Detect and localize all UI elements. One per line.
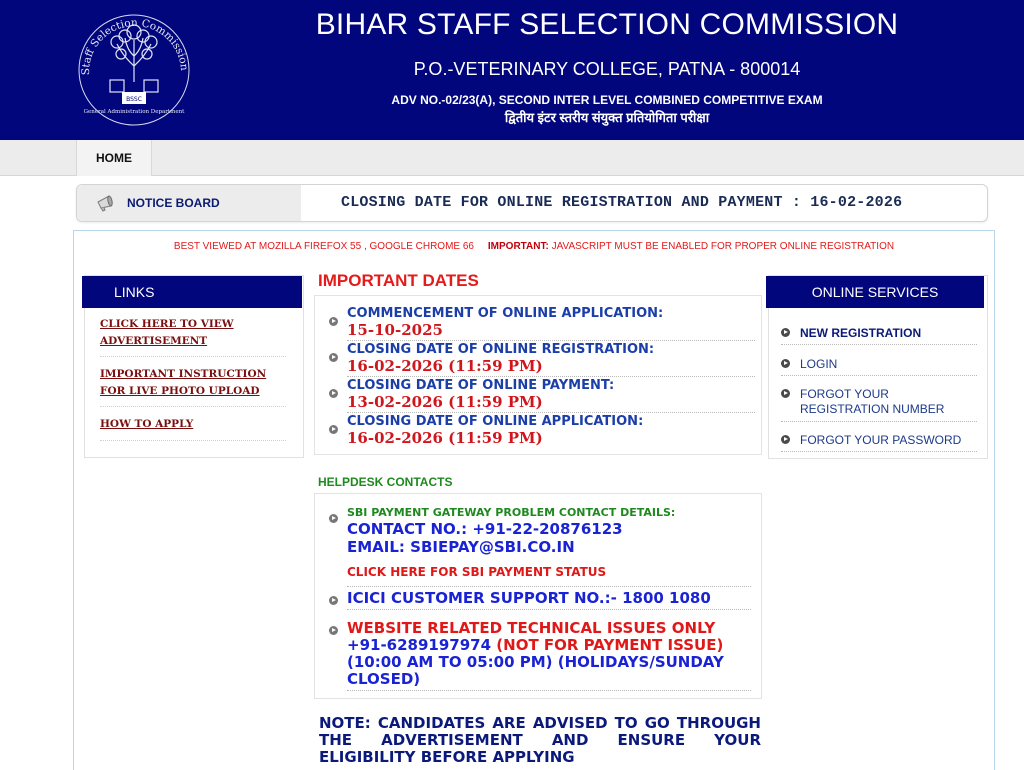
date-label: CLOSING DATE OF ONLINE APPLICATION:: [347, 414, 644, 429]
divider: [347, 412, 755, 413]
header-exam-hindi: द्वितीय इंटर स्तरीय संयुक्त प्रतियोगिता परीक्षा: [504, 110, 710, 125]
tech-hours: (10:00 AM TO 05:00 PM) (HOLIDAYS/SUNDAY: [347, 653, 724, 671]
links-panel: [84, 275, 304, 458]
service-label[interactable]: NEW REGISTRATION: [800, 326, 922, 340]
icici-support-number: ICICI CUSTOMER SUPPORT NO.:- 1800 1080: [347, 589, 711, 607]
svg-text:BSSC: BSSC: [126, 96, 142, 103]
service-label[interactable]: LOGIN: [800, 357, 838, 371]
tech-phone-note: (NOT FOR PAYMENT ISSUE): [496, 636, 724, 654]
arrow-bullet-icon: [329, 425, 338, 434]
important-label: IMPORTANT:: [487, 241, 549, 252]
arrow-bullet-icon: [329, 626, 338, 635]
divider: [781, 451, 977, 452]
tech-issues-phone-line: [347, 636, 723, 654]
date-label: CLOSING DATE OF ONLINE PAYMENT:: [347, 378, 615, 393]
svg-text:General Administration Departm: General Administration Department: [83, 109, 185, 115]
site-header: [0, 0, 1024, 140]
tech-phone: +91-6289197974: [347, 636, 492, 654]
notice-board: [76, 184, 988, 222]
arrow-bullet-icon: [781, 328, 790, 337]
sbi-email: EMAIL: SBIEPAY@SBI.CO.IN: [347, 538, 575, 556]
important-text: JAVASCRIPT MUST BE ENABLED FOR PROPER ONLINE REGISTRATION: [551, 241, 895, 252]
arrow-bullet-icon: [329, 596, 338, 605]
online-services-panel: [768, 275, 988, 459]
divider: [100, 440, 286, 441]
tech-issues-title: WEBSITE RELATED TECHNICAL ISSUES ONLY: [347, 619, 716, 637]
important-dates-title: IMPORTANT DATES: [318, 271, 479, 290]
sbi-payment-status-link[interactable]: CLICK HERE FOR SBI PAYMENT STATUS: [347, 565, 607, 579]
divider: [347, 690, 751, 691]
divider: [100, 356, 286, 357]
helpdesk-panel: [314, 493, 762, 699]
nav-bar: [0, 140, 1024, 176]
divider: [347, 609, 751, 610]
sbi-gateway-title: SBI PAYMENT GATEWAY PROBLEM CONTACT DETAILS:: [347, 506, 676, 519]
eligibility-note: NOTE: CANDIDATES ARE ADVISED TO GO THROUGH THE ADVERTISEMENT AND ENSURE YOUR ELIGIBILITY BEFORE APPLYING: [319, 714, 761, 766]
header-address: P.O.-VETERINARY COLLEGE, PATNA - 800014: [413, 59, 801, 79]
service-label[interactable]: FORGOT YOUR REGISTRATION NUMBER: [800, 387, 945, 416]
link-how-to-apply[interactable]: HOW TO APPLY: [100, 418, 194, 430]
notice-marquee-text[interactable]: CLOSING DATE FOR ONLINE REGISTRATION AND PAYMENT : 16-02-2026: [341, 194, 903, 211]
nav-home-link[interactable]: HOME: [76, 140, 152, 176]
helpdesk-title: HELPDESK CONTACTS: [318, 475, 453, 489]
arrow-bullet-icon: [781, 359, 790, 368]
divider: [781, 375, 977, 376]
sbi-contact-number: CONTACT NO.: +91-22-20876123: [347, 520, 623, 538]
arrow-bullet-icon: [329, 514, 338, 523]
arrow-bullet-icon: [329, 389, 338, 398]
date-value: 13-02-2026 (11:59 PM): [347, 393, 543, 411]
tech-hours-closed: CLOSED): [347, 670, 421, 688]
main-content: [73, 230, 995, 770]
divider: [347, 340, 755, 341]
arrow-bullet-icon: [781, 435, 790, 444]
date-label: CLOSING DATE OF ONLINE REGISTRATION:: [347, 342, 655, 357]
megaphone-icon: [95, 194, 117, 212]
notice-board-label-area: [77, 185, 301, 221]
header-adv-number: ADV NO.-02/23(A), SECOND INTER LEVEL COMBINED COMPETITIVE EXAM: [391, 93, 823, 107]
notice-board-label: NOTICE BOARD: [127, 196, 220, 210]
divider: [781, 344, 977, 345]
browser-compat-note: [74, 241, 994, 252]
browser-note-text: BEST VIEWED AT MOZILLA FIREFOX 55 , GOOGLE CHROME 66: [173, 241, 474, 252]
page-title: BIHAR STAFF SELECTION COMMISSION: [315, 8, 899, 41]
arrow-bullet-icon: [329, 317, 338, 326]
svg-text:Bihar Staff Selection Commissi: Staff Selection Commission: [79, 16, 191, 76]
link-live-photo-instruction[interactable]: IMPORTANT INSTRUCTION FOR LIVE PHOTO UPLOAD: [100, 368, 267, 397]
date-value: 16-02-2026 (11:59 PM): [347, 357, 543, 375]
online-services-title: ONLINE SERVICES: [766, 276, 984, 308]
date-value: 15-10-2025: [347, 321, 443, 339]
link-view-advertisement[interactable]: CLICK HERE TO VIEW ADVERTISEMENT: [100, 318, 234, 347]
service-label[interactable]: FORGOT YOUR PASSWORD: [800, 433, 962, 447]
divider: [781, 421, 977, 422]
divider: [347, 376, 755, 377]
date-value: 16-02-2026 (11:59 PM): [347, 429, 543, 447]
date-label: COMMENCEMENT OF ONLINE APPLICATION:: [347, 306, 664, 321]
links-title: LINKS: [82, 276, 302, 308]
arrow-bullet-icon: [781, 389, 790, 398]
bssc-logo: [73, 10, 195, 128]
divider: [347, 586, 751, 587]
divider: [100, 406, 286, 407]
important-dates-panel: [314, 295, 762, 455]
arrow-bullet-icon: [329, 353, 338, 362]
